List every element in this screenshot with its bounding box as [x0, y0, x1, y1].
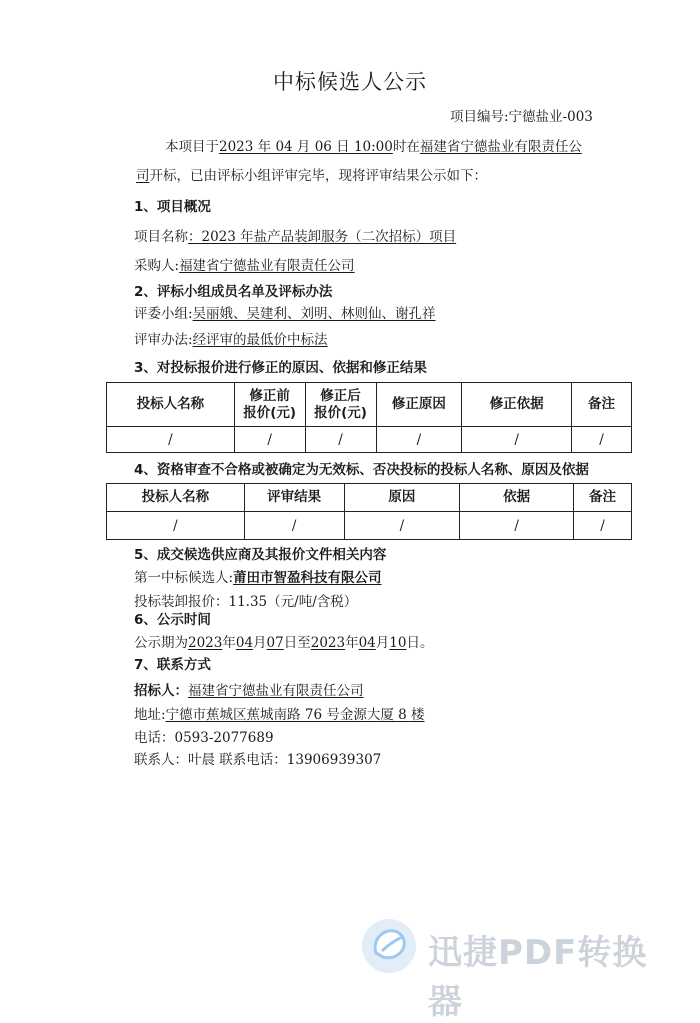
table-cell: / — [244, 512, 344, 540]
contact: 联系人：叶晨 联系电话：13906939307 — [134, 752, 382, 768]
phone: 电话：0593-2077689 — [134, 730, 274, 746]
table-cell: / — [107, 512, 245, 540]
committee: 评委小组:吴丽娥、吴建利、刘明、林则仙、谢孔祥 — [134, 306, 436, 322]
section-7-heading: 7、联系方式 — [134, 657, 211, 673]
section-1-heading: 1、项目概况 — [134, 199, 211, 215]
watermark — [358, 915, 678, 1022]
header-cell: 投标人名称 — [107, 484, 245, 512]
document-title: 中标候选人公示 — [273, 70, 427, 94]
section-2-heading: 2、评标小组成员名单及评标办法 — [134, 284, 333, 300]
buyer: 采购人:福建省宁德盐业有限责任公司 — [134, 258, 355, 274]
header-cell: 原因 — [344, 484, 460, 512]
table-cell: / — [234, 427, 305, 453]
disqualification-table-header — [107, 484, 632, 512]
bid-price: 投标装卸报价：11.35（元/吨/含税） — [134, 594, 358, 610]
header-cell: 修正前 报价(元) — [234, 383, 305, 427]
intro-line-1: 本项目于2023 年 04 月 06 日 10:00时在福建省宁德盐业有限责任公 — [165, 139, 582, 155]
header-cell: 修正原因 — [376, 383, 462, 427]
header-cell: 备注 — [572, 383, 632, 427]
address: 地址:宁德市蕉城区蕉城南路 76 号金源大厦 8 楼 — [134, 707, 425, 723]
table-cell: / — [462, 427, 572, 453]
first-candidate: 第一中标候选人:莆田市智盈科技有限公司 — [134, 570, 382, 586]
table-cell: / — [344, 512, 460, 540]
tenderer: 招标人：福建省宁德盐业有限责任公司 — [134, 683, 364, 699]
header-cell: 依据 — [460, 484, 574, 512]
evaluation-method: 评审办法:经评审的最低价中标法 — [134, 332, 328, 348]
header-cell: 评审结果 — [244, 484, 344, 512]
watermark-logo-icon — [358, 915, 420, 977]
table-cell: / — [107, 427, 235, 453]
header-cell: 修正后 报价(元) — [305, 383, 376, 427]
table-row — [107, 512, 632, 540]
header-cell: 备注 — [574, 484, 632, 512]
table-cell: / — [460, 512, 574, 540]
table-cell: / — [305, 427, 376, 453]
section-4-heading: 4、资格审查不合格或被确定为无效标、否决投标的投标人名称、原因及依据 — [134, 462, 589, 478]
table-cell: / — [572, 427, 632, 453]
section-6-heading: 6、公示时间 — [134, 612, 211, 628]
disqualification-table — [106, 483, 632, 540]
project-name: 项目名称：2023 年盐产品装卸服务（二次招标）项目 — [134, 229, 457, 245]
table-cell: / — [574, 512, 632, 540]
header-cell: 投标人名称 — [107, 383, 235, 427]
section-5-heading: 5、成交候选供应商及其报价文件相关内容 — [134, 547, 387, 563]
correction-table — [106, 382, 632, 453]
intro-line-2: 司开标，已由评标小组评审完毕，现将评审结果公示如下： — [136, 168, 487, 184]
section-3-heading: 3、对投标报价进行修正的原因、依据和修正结果 — [134, 360, 427, 376]
header-cell: 修正依据 — [462, 383, 572, 427]
project-number: 项目编号:宁德盐业-003 — [450, 109, 593, 125]
publicity-period: 公示期为2023年04月07日至2023年04月10日。 — [134, 635, 434, 651]
table-cell: / — [376, 427, 462, 453]
watermark-text: 迅捷PDF转换器 — [428, 933, 648, 1022]
table-row — [107, 427, 632, 453]
correction-table-header — [107, 383, 632, 427]
